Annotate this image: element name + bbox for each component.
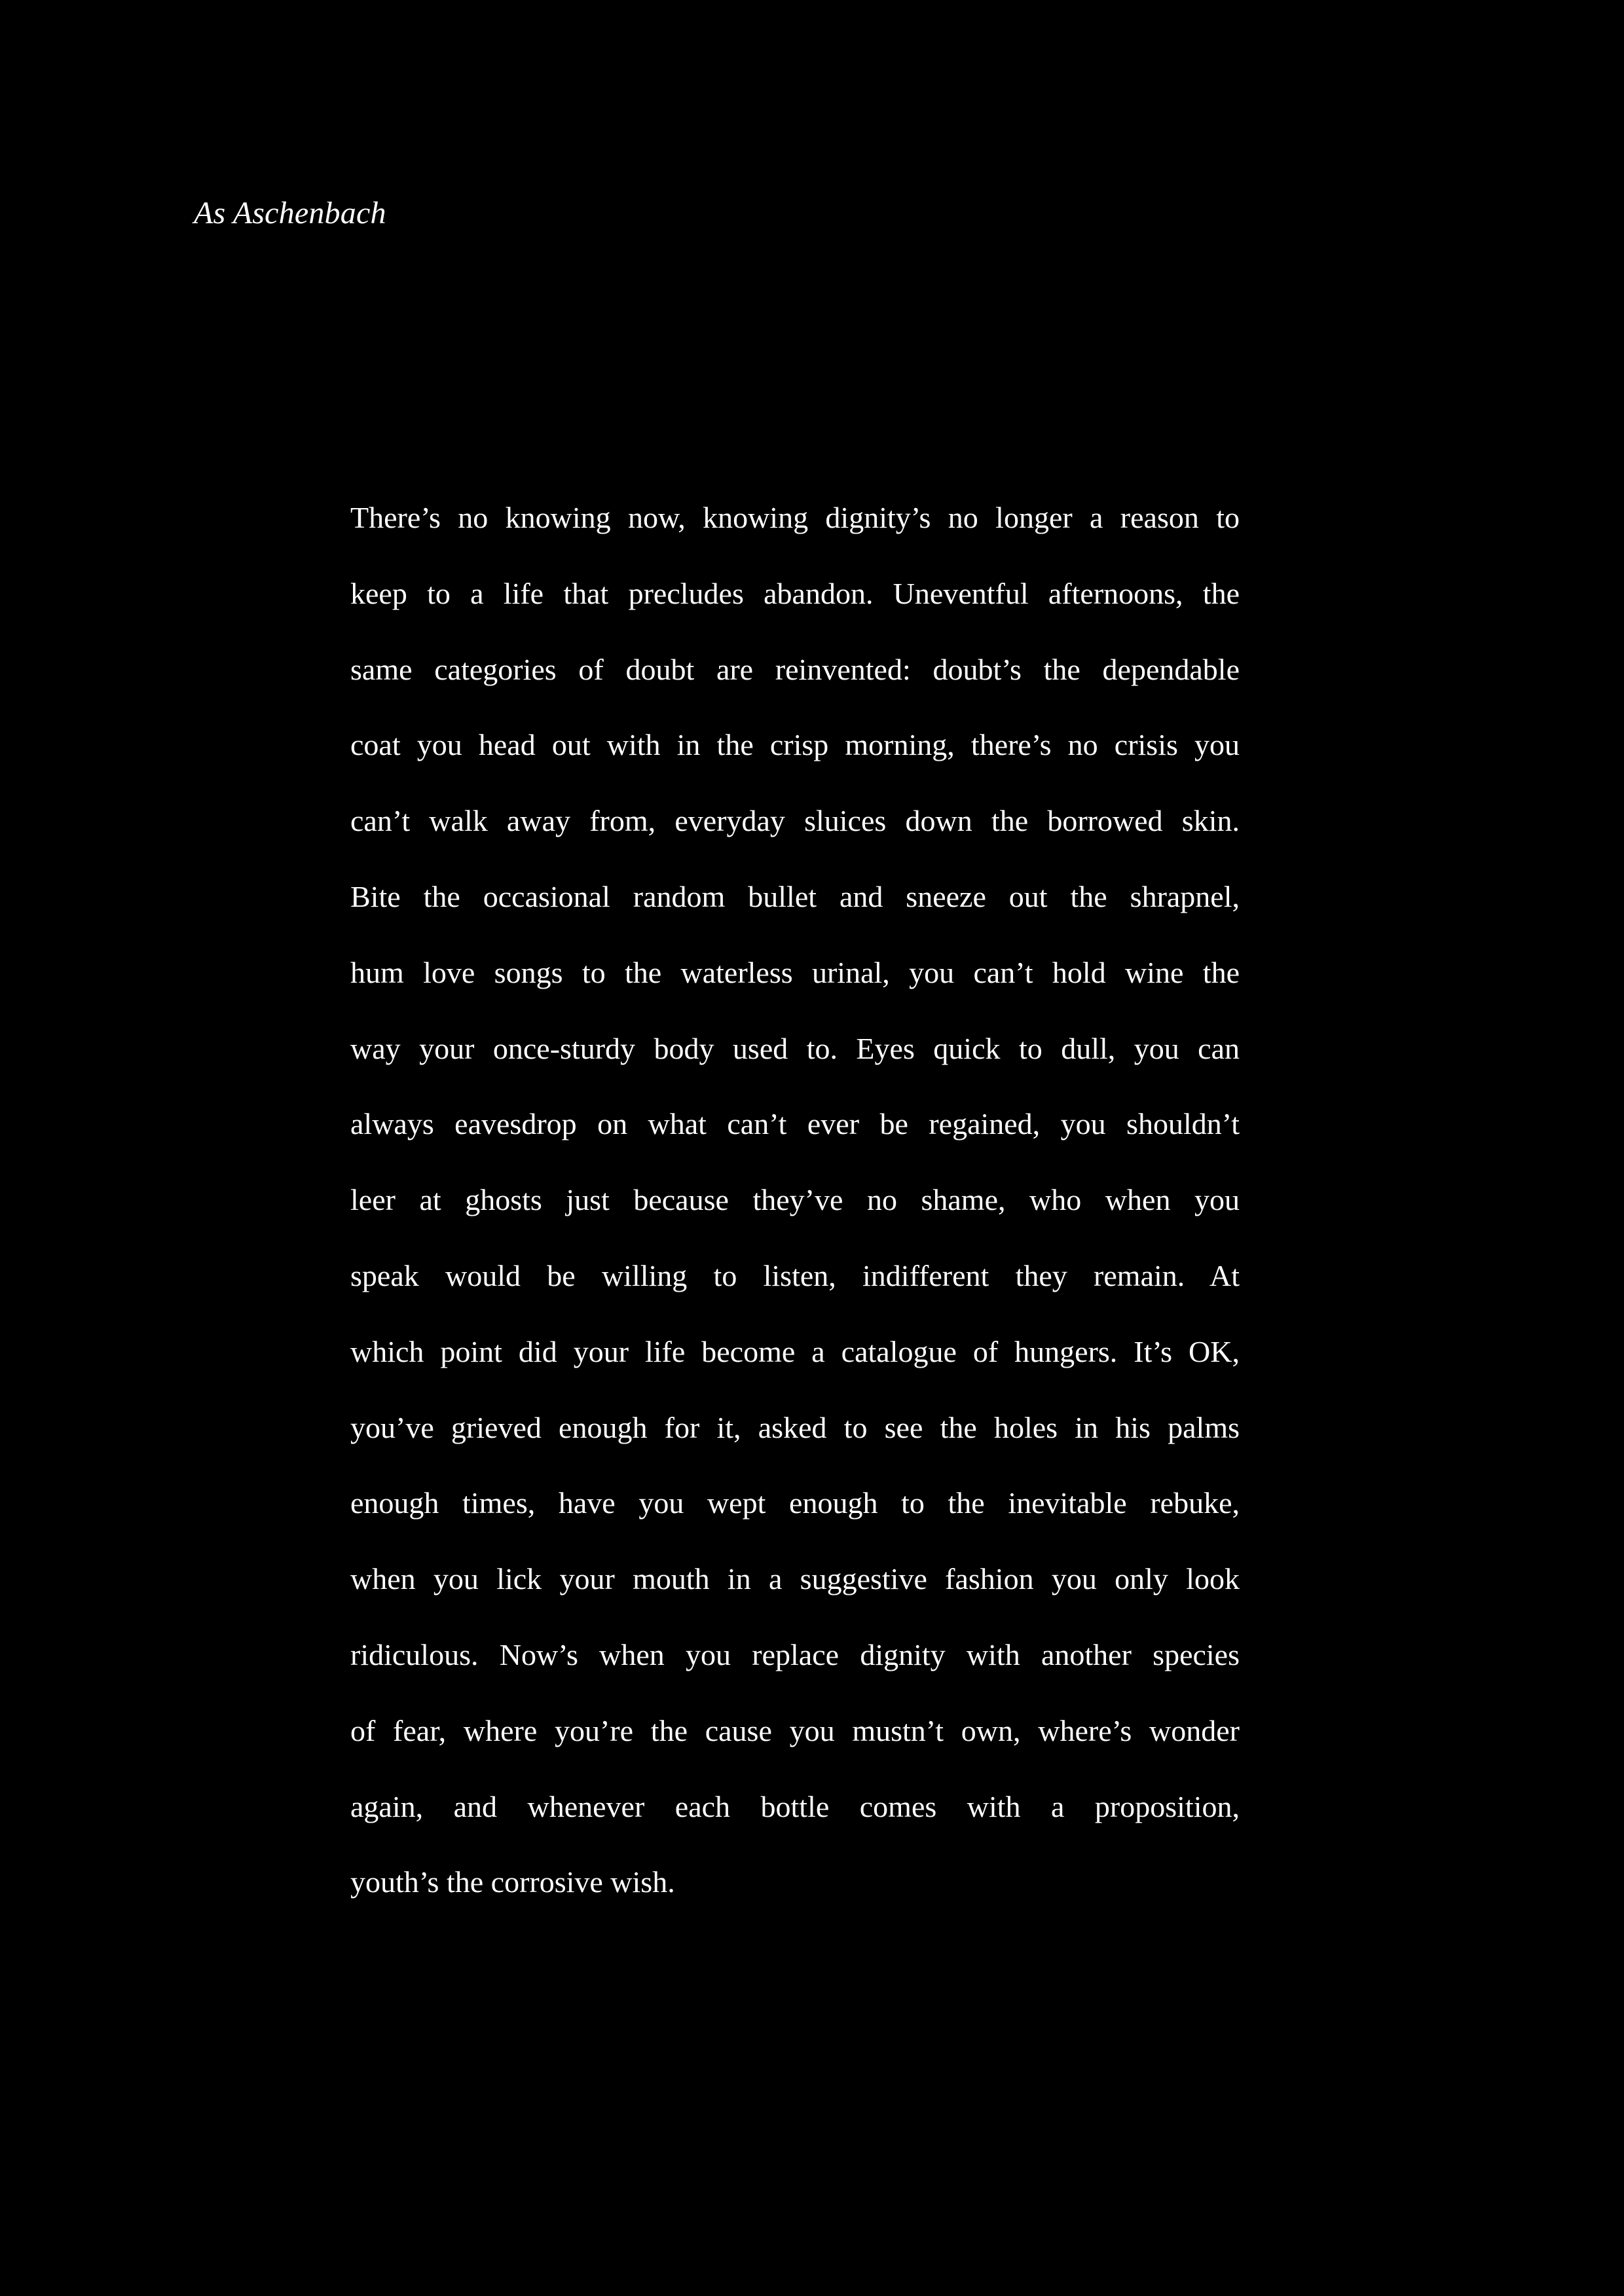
poem-title: As Aschenbach (194, 196, 386, 230)
poem-line: leer at ghosts just because they’ve no shame, who when you (350, 1183, 1240, 1217)
poem-line: speak would be willing to listen, indifferent they remain. At (350, 1258, 1240, 1292)
poem-line: hum love songs to the waterless urinal, you can’t hold wine the (350, 955, 1240, 989)
poem-line: keep to a life that precludes abandon. Uneventful afternoons, the (350, 576, 1240, 610)
poem-line: you’ve grieved enough for it, asked to see the holes in his palms (350, 1410, 1240, 1444)
poem-line: same categories of doubt are reinvented: doubt’s the dependable (350, 652, 1240, 686)
poem-line: when you lick your mouth in a suggestive fashion you only look (350, 1562, 1240, 1596)
poem-line: again, and whenever each bottle comes with a proposition, (350, 1789, 1240, 1823)
poem-body (350, 495, 1240, 1935)
poem-line: enough times, have you wept enough to the inevitable rebuke, (350, 1486, 1240, 1520)
poem-line: Bite the occasional random bullet and sneeze out the shrapnel, (350, 879, 1240, 913)
poem-line: always eavesdrop on what can’t ever be regained, you shouldn’t (350, 1107, 1240, 1141)
poem-line: way your once-sturdy body used to. Eyes quick to dull, you can (350, 1031, 1240, 1065)
poem-line: of fear, where you’re the cause you mustn’t own, where’s wonder (350, 1713, 1240, 1747)
poem-line: There’s no knowing now, knowing dignity’s no longer a reason to (350, 501, 1240, 534)
poem-line: coat you head out with in the crisp morning, there’s no crisis you (350, 728, 1240, 762)
poem-line: youth’s the corrosive wish. (350, 1865, 675, 1899)
poem-line: which point did your life become a catalogue of hungers. It’s OK, (350, 1334, 1240, 1368)
poem-line: ridiculous. Now’s when you replace dignity with another species (350, 1637, 1240, 1671)
poem-line: can’t walk away from, everyday sluices down the borrowed skin. (350, 804, 1240, 838)
